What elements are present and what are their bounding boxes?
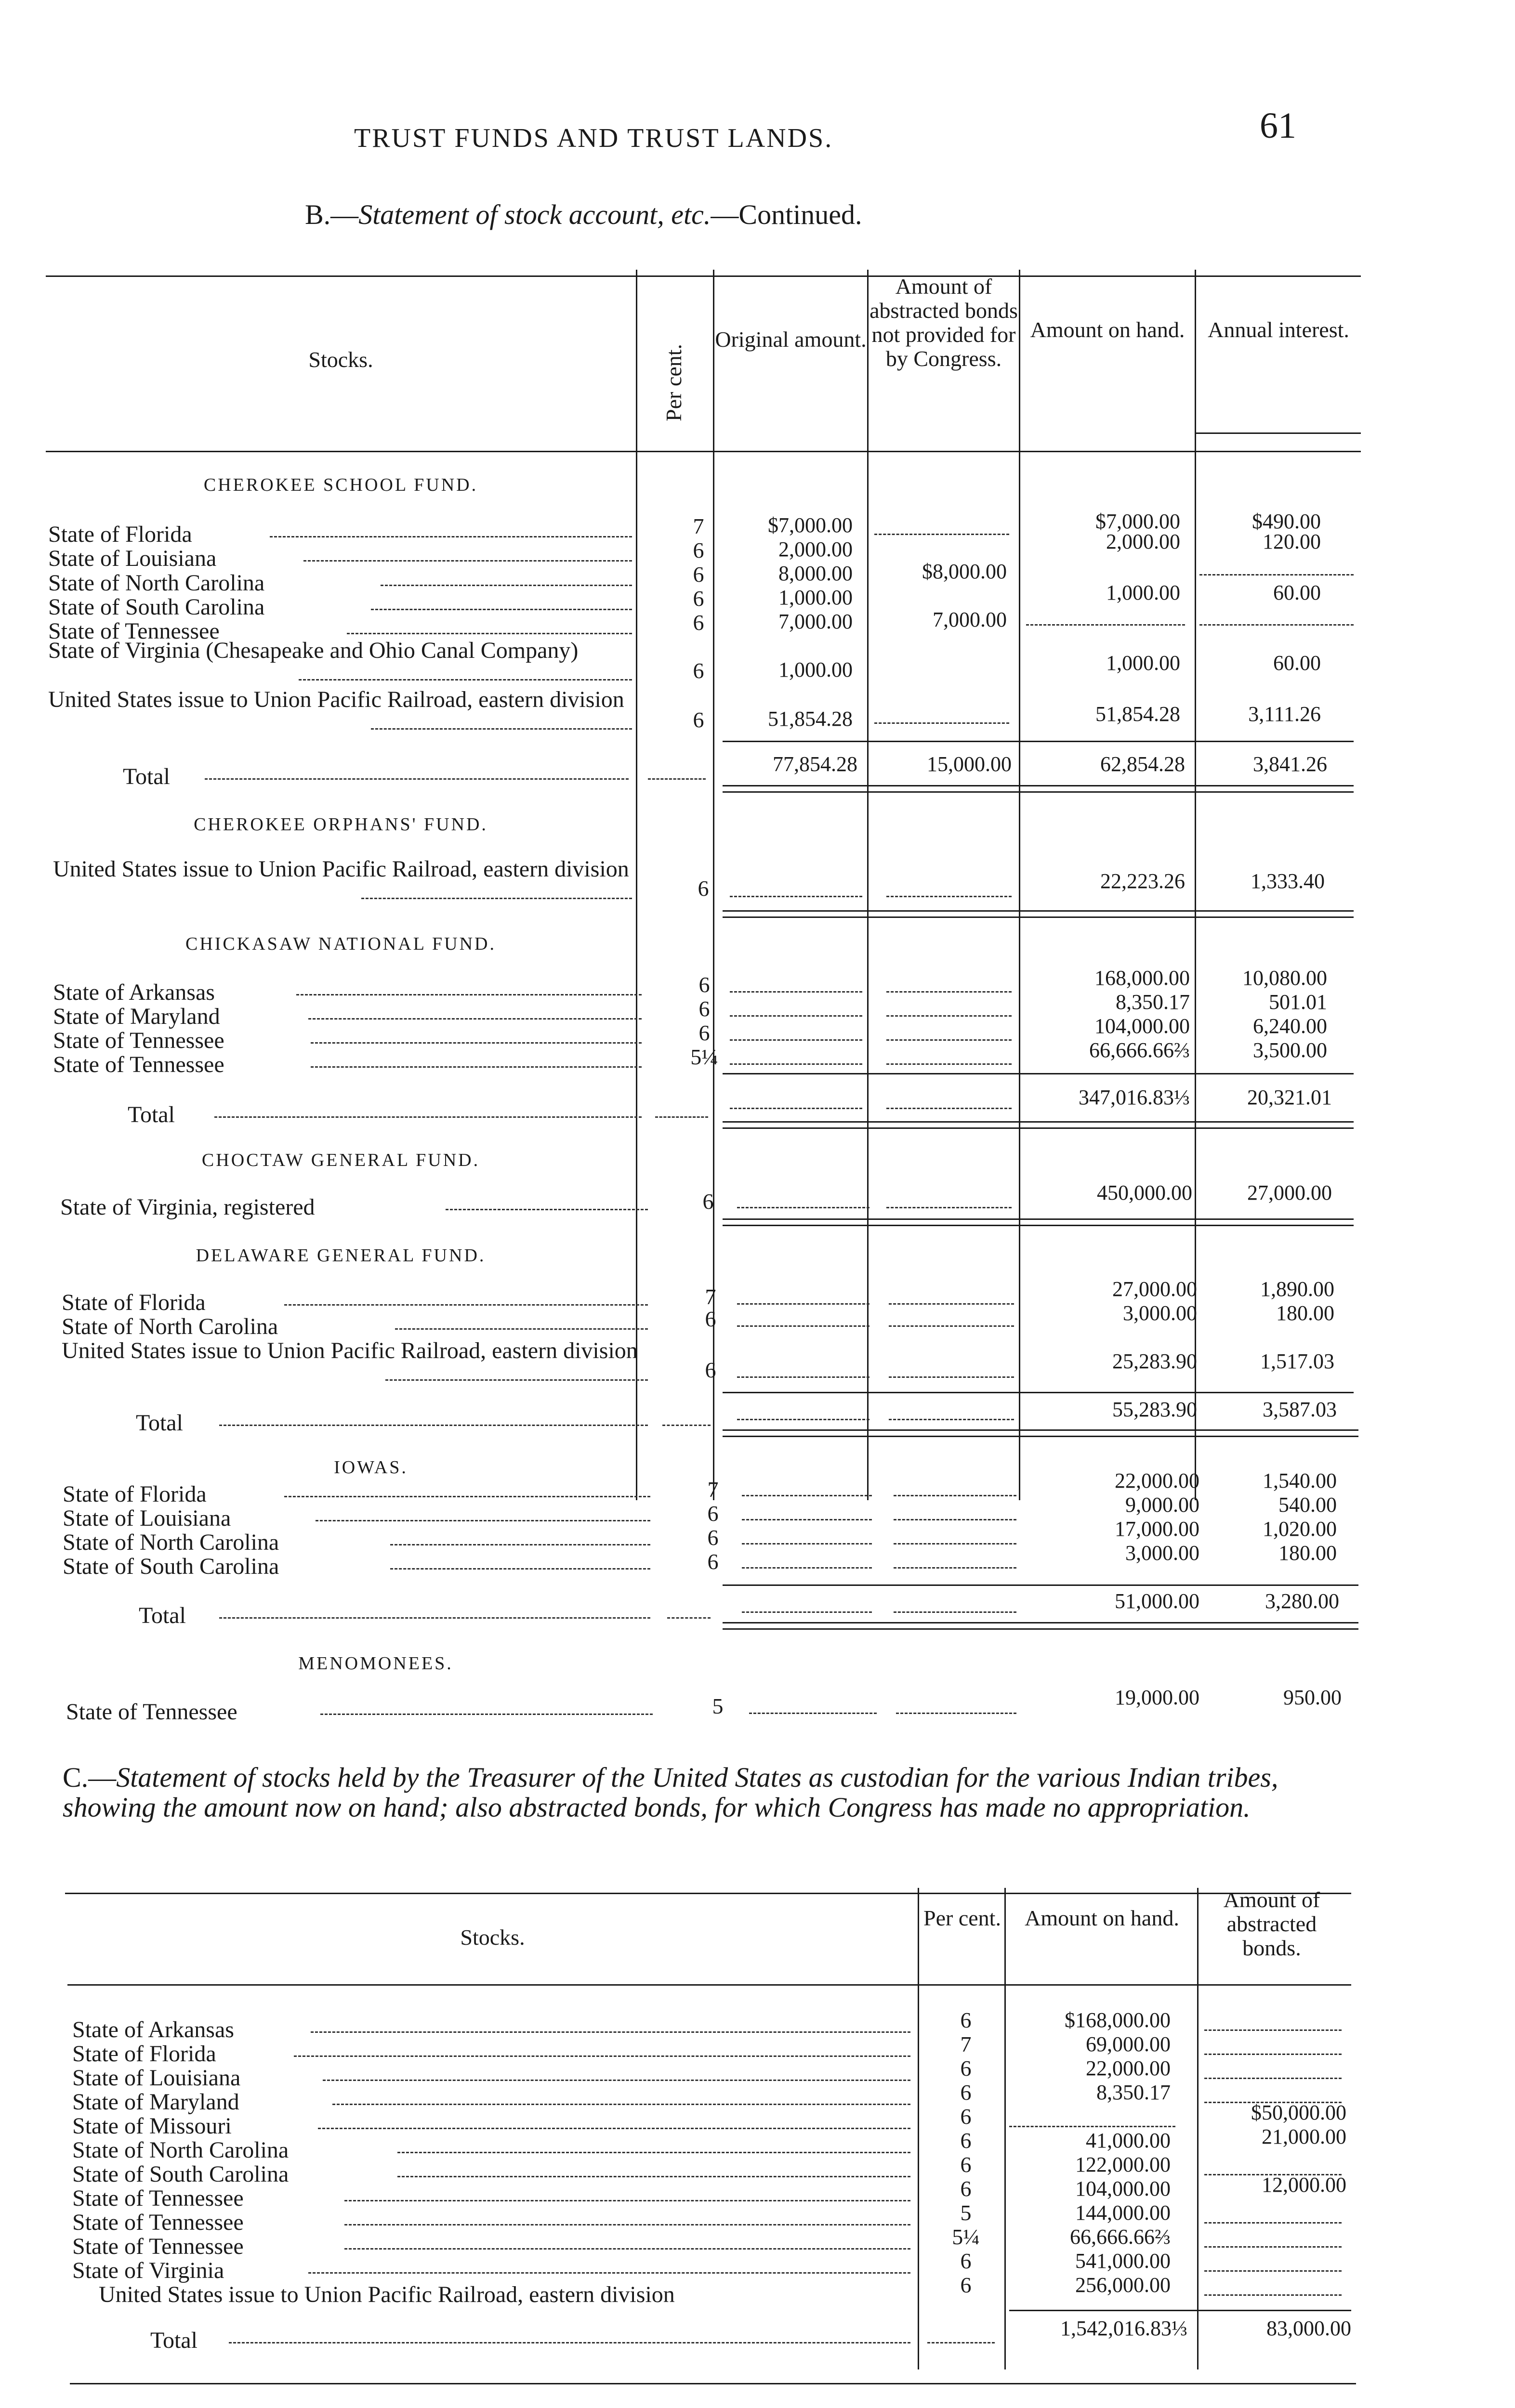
row-per-cent: 6	[960, 2273, 972, 2297]
table-c-title: C.—Statement of stocks held by the Treasurer of the United States as custodian for the various Indian tribes, showing the amount now on hand; also abstracted bonds, for which Congress has made no appropriation.	[63, 1762, 1278, 1823]
row-on-hand: 450,000.00	[1097, 1181, 1192, 1204]
row-on-hand: 17,000.00	[1115, 1517, 1199, 1541]
row-label: State of Tennessee	[53, 1028, 224, 1053]
blank-dash	[749, 1713, 877, 1714]
row-on-hand: 1,000.00	[1106, 581, 1180, 604]
row-on-hand: 256,000.00	[1075, 2273, 1171, 2297]
row-label: State of Arkansas	[72, 2017, 234, 2042]
fund-heading: CHEROKEE SCHOOL FUND.	[203, 475, 478, 495]
row-per-cent: 5	[960, 2200, 972, 2225]
row-on-hand: 69,000.00	[1086, 2032, 1171, 2056]
row-on-hand: 27,000.00	[1112, 1277, 1197, 1301]
row-label: State of South Carolina	[63, 1554, 279, 1579]
row-per-cent: 7	[707, 1477, 719, 1502]
leader-dots	[205, 778, 629, 780]
row-per-cent: 7	[960, 2032, 972, 2056]
row-on-hand: 51,854.28	[1095, 702, 1180, 726]
row-per-cent: 6	[960, 2176, 972, 2201]
row-label: State of Louisiana	[72, 2065, 241, 2091]
blank-dash	[667, 1617, 711, 1619]
fund-heading: CHEROKEE ORPHANS' FUND.	[194, 814, 488, 835]
blank-dash	[894, 1611, 1016, 1613]
row-on-hand: 3,000.00	[1125, 1541, 1199, 1565]
row-label-text: United States issue to Union Pacific Railroad, eastern division	[48, 687, 624, 712]
blank-dash	[874, 722, 1009, 724]
blank-dash	[737, 1303, 869, 1305]
row-label: State of Missouri	[72, 2113, 232, 2139]
row-per-cent: 6	[707, 1525, 719, 1550]
row-per-cent: 6	[960, 2008, 972, 2032]
row-per-cent: 6	[693, 707, 704, 732]
subtotal-rule	[723, 1392, 1354, 1393]
row-label-text: State of Virginia (Chesapeake and Ohio Canal Company)	[48, 638, 579, 663]
fund-heading: MENOMONEES.	[298, 1653, 453, 1674]
blank-dash	[886, 1063, 1012, 1065]
blank-dash	[742, 1611, 872, 1613]
leader-dots	[270, 536, 632, 537]
leader-dots	[299, 679, 632, 681]
blank-dash	[886, 1039, 1012, 1041]
c-col-divider-1	[918, 1888, 919, 2369]
row-per-cent: 6	[698, 1021, 710, 1045]
row-label-text: United States issue to Union Pacific Railroad, eastern division	[53, 856, 629, 882]
blank-dash	[886, 991, 1012, 993]
leader-dots	[395, 1328, 648, 1330]
blank-dash	[662, 1425, 711, 1426]
leader-dots	[311, 1042, 642, 1044]
blank-dash	[874, 534, 1009, 535]
row-label: State of North Carolina	[63, 1530, 279, 1555]
row-label: State of Tennessee	[72, 2234, 244, 2259]
leader-dots	[344, 2224, 910, 2225]
leader-dots	[446, 1209, 648, 1210]
leader-dots	[397, 2176, 910, 2177]
row-per-cent: 6	[960, 2152, 972, 2177]
row-interest: 120.00	[1263, 530, 1321, 553]
row-label: State of Louisiana	[63, 1505, 231, 1531]
row-label: State of North Carolina	[48, 570, 265, 596]
subtotal-rule	[723, 1073, 1354, 1074]
row-per-cent: 7	[693, 514, 704, 538]
leader-dots	[311, 1066, 642, 1068]
leader-dots	[229, 2342, 910, 2343]
group-double-rule	[723, 1218, 1354, 1226]
running-title: TRUST FUNDS AND TRUST LANDS.	[354, 123, 833, 153]
total-interest: 3,587.03	[1263, 1398, 1337, 1421]
row-interest: 3,500.00	[1253, 1038, 1327, 1062]
blank-dash	[889, 1325, 1014, 1327]
total-interest: 3,280.00	[1265, 1589, 1339, 1613]
row-on-hand: 3,000.00	[1123, 1301, 1197, 1325]
row-label: State of Florida	[48, 522, 192, 547]
c-col-head-per-cent: Per cent.	[923, 1906, 1001, 1930]
row-per-cent: 5¼	[952, 2225, 980, 2249]
row-interest: 6,240.00	[1253, 1014, 1327, 1038]
total-abstracted: 15,000.00	[927, 752, 1012, 776]
row-label	[53, 857, 631, 881]
blank-dash	[730, 1108, 862, 1109]
row-on-hand: 2,000.00	[1106, 530, 1180, 553]
leader-dots	[318, 2128, 910, 2129]
row-original: 1,000.00	[778, 586, 853, 609]
row-per-cent: 6	[698, 876, 709, 901]
blank-dash	[730, 991, 862, 993]
row-on-hand: 41,000.00	[1086, 2129, 1171, 2152]
blank-dash	[886, 1015, 1012, 1017]
col-head-abstracted: Amount of abstracted bonds not provided for by Congress.	[869, 274, 1018, 371]
c-col-head-abstracted: Amount of abstracted bonds.	[1223, 1887, 1320, 1960]
blank-dash	[1204, 2222, 1342, 2224]
row-label: State of Florida	[63, 1481, 207, 1507]
leader-dots	[390, 1544, 650, 1545]
blank-dash	[655, 1116, 708, 1118]
row-label: State of Tennessee	[53, 1052, 224, 1077]
row-on-hand: 66,666.66⅔	[1089, 1038, 1190, 1062]
row-per-cent: 6	[960, 2104, 972, 2129]
row-interest: 180.00	[1278, 1541, 1337, 1565]
row-on-hand: 104,000.00	[1075, 2177, 1171, 2200]
leader-dots	[381, 585, 632, 586]
row-label: State of South Carolina	[48, 594, 265, 620]
row-per-cent: 6	[693, 586, 704, 611]
table-c-bottom-rule	[70, 2383, 1356, 2384]
total-original: 77,854.28	[773, 752, 857, 776]
leader-dots	[308, 2272, 910, 2274]
total-label: Total	[139, 1603, 186, 1628]
leader-dots	[311, 2031, 910, 2033]
leader-dots	[219, 1425, 648, 1426]
total-label: Total	[128, 1102, 175, 1127]
row-on-hand: 66,666.66⅔	[1070, 2225, 1171, 2249]
blank-dash	[737, 1207, 869, 1208]
row-per-cent: 7	[705, 1284, 716, 1309]
blank-dash	[742, 1543, 872, 1544]
blank-dash	[730, 1015, 862, 1017]
total-on-hand: 1,542,016.83⅓	[1060, 2316, 1187, 2340]
blank-dash	[894, 1495, 1016, 1496]
leader-dots	[219, 1617, 650, 1619]
leader-dots	[296, 994, 642, 995]
row-label: State of North Carolina	[62, 1314, 278, 1339]
row-label	[48, 688, 631, 712]
col-divider-3	[867, 270, 869, 1500]
row-per-cent: 5	[712, 1694, 724, 1718]
row-on-hand: 9,000.00	[1125, 1493, 1199, 1517]
fund-heading: IOWAS.	[334, 1457, 408, 1478]
col-head-original: Original amount.	[715, 327, 867, 352]
blank-dash	[889, 1419, 1014, 1420]
blank-dash	[742, 1567, 872, 1569]
row-abstracted: $8,000.00	[922, 560, 1007, 583]
row-label: State of Maryland	[72, 2089, 239, 2115]
total-on-hand: 51,000.00	[1115, 1589, 1199, 1613]
total-label: Total	[123, 764, 170, 789]
row-interest: $490.00	[1252, 510, 1321, 533]
total-abstracted: 83,000.00	[1266, 2316, 1351, 2340]
blank-dash	[886, 896, 1012, 897]
fund-heading: CHOCTAW GENERAL FUND.	[201, 1150, 480, 1170]
row-interest: 60.00	[1273, 651, 1321, 675]
row-per-cent: 6	[698, 972, 710, 997]
row-label-text: United States issue to Union Pacific Railroad, eastern division	[62, 1338, 638, 1363]
row-per-cent: 6	[960, 2249, 972, 2273]
col-head-interest: Annual interest.	[1208, 317, 1349, 342]
blank-dash	[1009, 2126, 1175, 2127]
total-double-rule	[723, 785, 1354, 793]
row-abstracted: $50,000.00	[1251, 2101, 1346, 2124]
leader-dots	[284, 1304, 648, 1306]
row-interest: 1,333.40	[1251, 869, 1325, 893]
blank-dash	[1199, 574, 1354, 576]
leader-dots	[323, 2080, 910, 2081]
row-original: 7,000.00	[778, 610, 853, 633]
col-head-stocks: Stocks.	[308, 347, 373, 372]
leader-dots	[303, 560, 632, 562]
blank-dash	[737, 1376, 869, 1378]
row-label	[48, 639, 631, 663]
row-original: 2,000.00	[778, 537, 853, 561]
total-on-hand: 55,283.90	[1112, 1398, 1197, 1421]
row-label: State of Tennessee	[72, 2210, 244, 2235]
total-double-rule	[723, 1429, 1358, 1437]
leader-dots	[294, 2055, 910, 2057]
blank-dash	[927, 2342, 995, 2343]
subtotal-rule	[723, 1584, 1358, 1586]
total-interest: 20,321.01	[1247, 1086, 1332, 1109]
group-double-rule	[723, 910, 1354, 918]
blank-dash	[730, 1063, 862, 1065]
blank-dash	[1204, 2054, 1342, 2055]
blank-dash	[1204, 2078, 1342, 2079]
blank-dash	[742, 1519, 872, 1520]
row-on-hand: 19,000.00	[1115, 1686, 1199, 1709]
blank-dash	[896, 1713, 1016, 1714]
blank-dash	[894, 1543, 1016, 1544]
row-label: State of South Carolina	[72, 2161, 289, 2187]
total-on-hand: 347,016.83⅓	[1079, 1086, 1190, 1109]
total-interest: 3,841.26	[1253, 752, 1327, 776]
leader-dots	[371, 609, 632, 610]
row-on-hand: 104,000.00	[1094, 1014, 1190, 1038]
row-label: State of Virginia, registered	[60, 1194, 315, 1220]
leader-dots	[332, 2104, 910, 2105]
table-b-head-rule	[46, 451, 1361, 452]
row-label: State of Louisiana	[48, 546, 217, 571]
row-interest: 180.00	[1276, 1301, 1334, 1325]
row-per-cent: 6	[960, 2056, 972, 2081]
row-per-cent: 6	[707, 1549, 719, 1574]
leader-dots	[284, 1496, 650, 1497]
leader-dots	[390, 1568, 650, 1570]
total-double-rule	[723, 1622, 1358, 1630]
row-label: State of Florida	[72, 2041, 216, 2067]
row-abstracted: 21,000.00	[1262, 2125, 1346, 2148]
c-col-head-on-hand: Amount on hand.	[1025, 1906, 1179, 1930]
row-per-cent: 6	[960, 2128, 972, 2153]
total-double-rule	[723, 1121, 1354, 1129]
row-label: State of Tennessee	[72, 2186, 244, 2211]
row-original: 51,854.28	[768, 707, 853, 731]
blank-dash	[886, 1207, 1012, 1208]
table-b-top-rule	[46, 275, 1361, 277]
row-on-hand: 144,000.00	[1075, 2201, 1171, 2225]
blank-dash	[730, 896, 862, 897]
blank-dash	[1204, 2246, 1342, 2248]
blank-dash	[742, 1495, 872, 1496]
blank-dash	[886, 1108, 1012, 1109]
blank-dash	[1204, 2270, 1342, 2272]
fund-heading: DELAWARE GENERAL FUND.	[196, 1245, 486, 1266]
row-interest: 60.00	[1273, 581, 1321, 604]
leader-dots	[344, 2248, 910, 2250]
subtotal-rule	[723, 741, 1354, 742]
row-per-cent: 6	[698, 996, 710, 1021]
row-on-hand: 22,223.26	[1100, 869, 1185, 893]
row-label: State of North Carolina	[72, 2137, 289, 2163]
row-interest: 1,540.00	[1263, 1469, 1337, 1492]
blank-dash	[889, 1303, 1014, 1305]
blank-dash	[889, 1376, 1014, 1378]
blank-dash	[737, 1325, 869, 1327]
table-c-top-rule	[65, 1893, 1351, 1894]
row-label: State of Florida	[62, 1290, 206, 1315]
leader-dots	[214, 1116, 642, 1118]
row-abstracted: 7,000.00	[933, 608, 1007, 631]
blank-dash	[737, 1419, 869, 1420]
row-per-cent: 6	[960, 2080, 972, 2105]
blank-dash	[894, 1567, 1016, 1569]
row-interest: 27,000.00	[1247, 1181, 1332, 1204]
row-interest: 1,020.00	[1263, 1517, 1337, 1541]
c-col-head-stocks: Stocks.	[460, 1925, 525, 1950]
leader-dots	[320, 1714, 653, 1715]
col-head-on-hand: Amount on hand.	[1030, 317, 1185, 342]
row-per-cent: 6	[705, 1358, 716, 1382]
leader-dots	[397, 2152, 910, 2153]
row-label	[62, 1339, 640, 1363]
c-subtotal-rule	[1009, 2310, 1351, 2311]
row-per-cent: 6	[693, 562, 704, 587]
row-label: State of Virginia	[72, 2258, 224, 2283]
row-interest: 501.01	[1269, 990, 1327, 1014]
leader-dots	[385, 1379, 648, 1381]
row-on-hand: 25,283.90	[1112, 1349, 1197, 1373]
row-abstracted: 12,000.00	[1262, 2173, 1346, 2197]
row-label: State of Arkansas	[53, 980, 215, 1005]
row-on-hand: 22,000.00	[1086, 2056, 1171, 2080]
row-interest: 3,111.26	[1248, 702, 1321, 726]
row-on-hand: 8,350.17	[1116, 990, 1190, 1014]
row-interest: 1,517.03	[1260, 1349, 1334, 1373]
row-label: State of Tennessee	[48, 618, 220, 644]
page-number: 61	[1260, 105, 1296, 146]
blank-dash	[1204, 2294, 1342, 2296]
blank-dash	[1199, 624, 1354, 626]
row-per-cent: 6	[707, 1501, 719, 1526]
table-c-head-rule	[67, 1984, 1351, 1986]
row-per-cent: 5¼	[690, 1045, 718, 1069]
row-on-hand: 22,000.00	[1115, 1469, 1199, 1492]
blank-dash	[730, 1039, 862, 1041]
row-per-cent: 6	[693, 538, 704, 563]
row-on-hand: 122,000.00	[1075, 2153, 1171, 2176]
table-b-title: B.—Statement of stock account, etc.—Continued.	[305, 199, 862, 230]
row-on-hand: 541,000.00	[1075, 2249, 1171, 2273]
row-on-hand: 168,000.00	[1094, 966, 1190, 990]
row-on-hand: 1,000.00	[1106, 651, 1180, 675]
blank-dash	[894, 1519, 1016, 1520]
row-label: United States issue to Union Pacific Railroad, eastern division	[99, 2282, 675, 2307]
leader-dots	[347, 633, 632, 634]
row-original: 8,000.00	[778, 562, 853, 585]
row-interest: 10,080.00	[1242, 966, 1327, 990]
row-original: $7,000.00	[768, 513, 853, 537]
row-interest: 1,890.00	[1260, 1277, 1334, 1301]
col-head-per-cent: Per cent.	[661, 344, 686, 421]
row-label: State of Maryland	[53, 1004, 220, 1029]
row-on-hand: 8,350.17	[1096, 2081, 1171, 2104]
leader-dots	[308, 1018, 642, 1020]
row-interest: 540.00	[1278, 1493, 1337, 1517]
leader-dots	[344, 2200, 910, 2201]
blank-dash	[1026, 624, 1185, 626]
col-divider-1	[636, 270, 637, 1500]
row-per-cent: 6	[693, 610, 704, 635]
leader-dots	[371, 728, 632, 730]
row-interest: 950.00	[1283, 1686, 1342, 1709]
blank-dash	[648, 778, 706, 780]
fund-heading: CHICKASAW NATIONAL FUND.	[185, 934, 496, 954]
total-label: Total	[136, 1410, 183, 1436]
interest-head-rule	[1195, 432, 1361, 434]
total-on-hand: 62,854.28	[1100, 752, 1185, 776]
blank-dash	[1204, 2029, 1342, 2031]
row-per-cent: 6	[693, 658, 704, 683]
row-per-cent: 6	[702, 1189, 714, 1214]
row-on-hand: $7,000.00	[1095, 510, 1180, 533]
leader-dots	[361, 898, 632, 899]
row-per-cent: 6	[705, 1307, 716, 1331]
total-label: Total	[150, 2328, 198, 2353]
row-original: 1,000.00	[778, 658, 853, 681]
leader-dots	[316, 1520, 650, 1521]
row-label: State of Tennessee	[66, 1699, 237, 1725]
row-on-hand: $168,000.00	[1065, 2008, 1171, 2032]
